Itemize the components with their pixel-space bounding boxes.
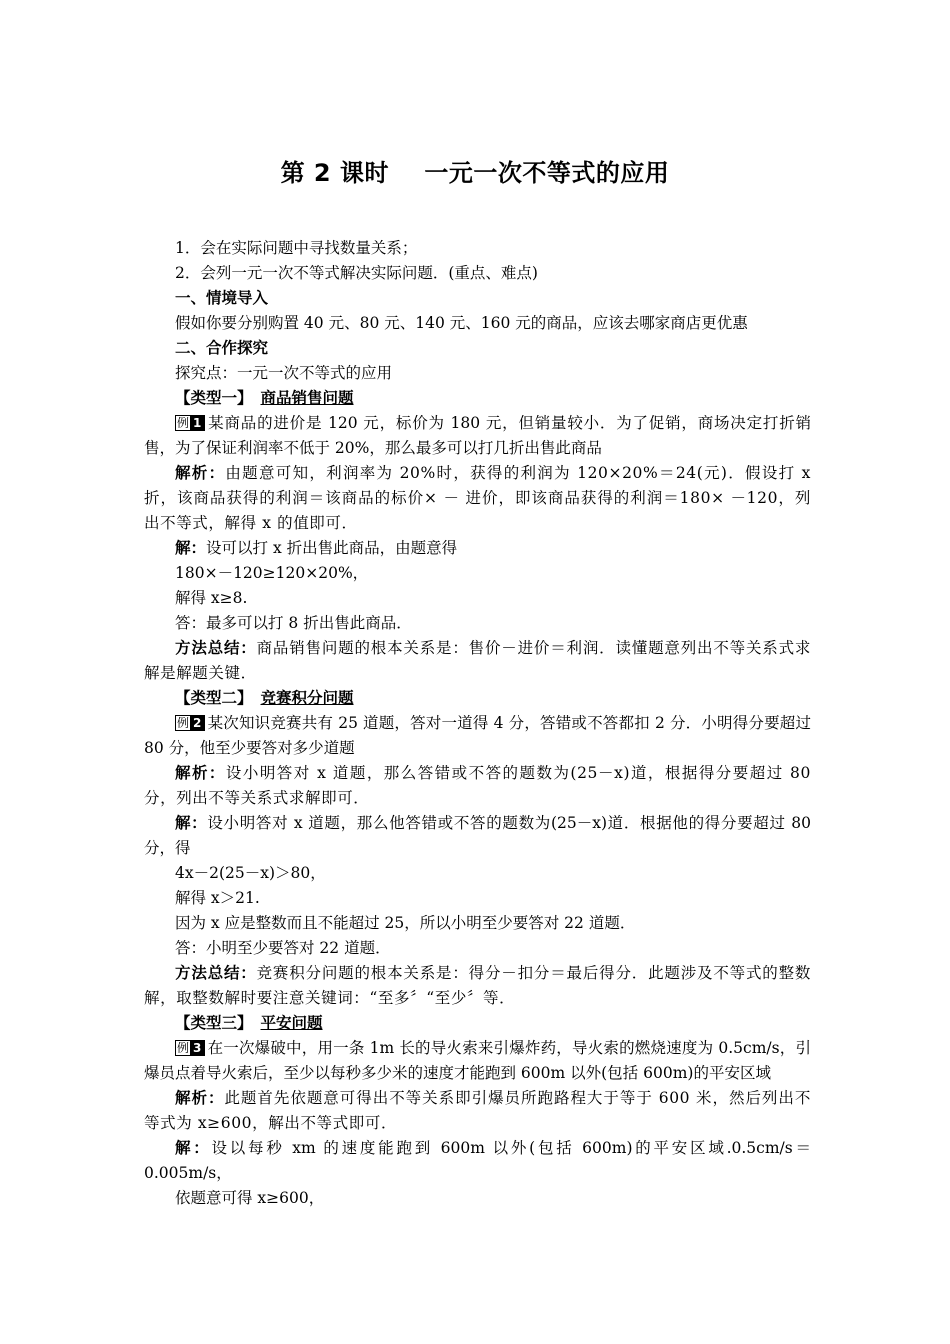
solution-label: 解： (175, 539, 207, 557)
example1-step: 解得 x≥8. (175, 589, 248, 607)
example1-problem: 例 1 某商品的进价是 120 元，标价为 180 元，但销量较小．为了促销，商场决定打折销售，为了保证利润率不低于 20%，那么最多可以打几折出售此商品 (144, 414, 811, 457)
analysis-label: 解析： (175, 464, 226, 482)
example1-solution: 解：设可以打 x 折出售此商品，由题意得 (175, 539, 458, 557)
example3-step: 依题意可得 x≥600， (175, 1189, 325, 1207)
page-title: 第 2 课时 一元一次不等式的应用 (280, 159, 670, 187)
example2-step: 4x－2(25－x)＞80， (175, 864, 326, 882)
explore-point: 探究点：一元一次不等式的应用 (175, 364, 393, 382)
example2-solution: 解：设小明答对 x 道题，那么他答错或不答的题数为(25－x)道．根据他的得分要超过 80 分，得 (144, 814, 811, 857)
solution-label: 解： (175, 1139, 212, 1157)
method-label: 方法总结： (175, 964, 257, 982)
type-name: 商品销售问题 (260, 389, 354, 407)
example1-method: 方法总结：商品销售问题的根本关系是：售价－进价＝利润．读懂题意列出不等关系式求解是解题关键． (144, 639, 811, 682)
example2-method: 方法总结：竞赛积分问题的根本关系是：得分－扣分＝最后得分．此题涉及不等式的整数解，取整数解时要注意关键词：“至多〞“至少〞等． (144, 964, 811, 1007)
example1-answer: 答：最多可以打 8 折出售此商品． (175, 614, 412, 632)
analysis-label: 解析： (175, 764, 226, 782)
example3-problem: 例 3 在一次爆破中，用一条 1m 长的导火索来引爆炸药，导火索的燃烧速度为 0.5cm/s，引爆员点着导火索后，至少以每秒多少米的速度才能跑到 600m 以外(包括 600m)的平安区域 (144, 1039, 811, 1082)
example2-problem: 例 2 某次知识竞赛共有 25 道题，答对一道得 4 分，答错或不答都扣 2 分．小明得分要超过 80 分，他至少要答对多少道题 (144, 714, 811, 757)
type3-heading (144, 1011, 811, 1036)
type-tag: 【类型二】 (175, 689, 253, 707)
analysis-label: 解析： (175, 1089, 225, 1107)
example2-step: 解得 x＞21. (175, 889, 260, 907)
example2-answer: 答：小明至少要答对 22 道题． (175, 939, 391, 957)
type-name: 平安问题 (260, 1014, 323, 1032)
solution-label: 解： (175, 814, 208, 832)
example-badge: 例 2 (175, 715, 205, 731)
example3-analysis: 解析：此题首先依题意可得出不等关系即引爆员所跑路程大于等于 600 米，然后列出不等式为 x≥600，解出不等式即可． (144, 1089, 811, 1132)
type-tag: 【类型一】 (175, 389, 253, 407)
example3-solution: 解：设以每秒 xm 的速度能跑到 600m 以外(包括 600m)的平安区域.0.5cm/s＝0.005m/s， (144, 1139, 811, 1182)
objective-1: 1．会在实际问题中寻找数量关系； (175, 239, 418, 257)
type2-heading (144, 686, 811, 711)
example-badge: 例 3 (175, 1040, 205, 1056)
example1-step: 180×－120≥120×20%， (175, 564, 369, 582)
section-heading-explore: 二、合作探究 (175, 339, 269, 357)
method-label: 方法总结： (175, 639, 257, 657)
objective-2: 2．会列一元一次不等式解决实际问题．(重点、难点) (175, 264, 538, 282)
example2-analysis: 解析：设小明答对 x 道题，那么答错或不答的题数为(25－x)道，根据得分要超过 80 分，列出不等关系式求解即可． (144, 764, 811, 807)
lesson-content (144, 236, 811, 1211)
type-name: 竞赛积分问题 (260, 689, 354, 707)
section-heading-intro: 一、情境导入 (175, 289, 269, 307)
example-badge: 例 1 (175, 415, 205, 431)
section-intro-text: 假如你要分别购置 40 元、80 元、140 元、160 元的商品，应该去哪家商店更优惠 (175, 314, 748, 332)
type-tag: 【类型三】 (175, 1014, 253, 1032)
type1-heading (144, 386, 811, 411)
example2-step: 因为 x 应是整数而且不能超过 25，所以小明至少要答对 22 道题． (175, 914, 636, 932)
example1-analysis: 解析：由题意可知，利润率为 20%时，获得的利润为 120×20%＝24(元)．假设打 x 折，该商品获得的利润＝该商品的标价× － 进价，即该商品获得的利润＝180× －120，列出不等式，解得 x 的值即可． (144, 464, 811, 532)
